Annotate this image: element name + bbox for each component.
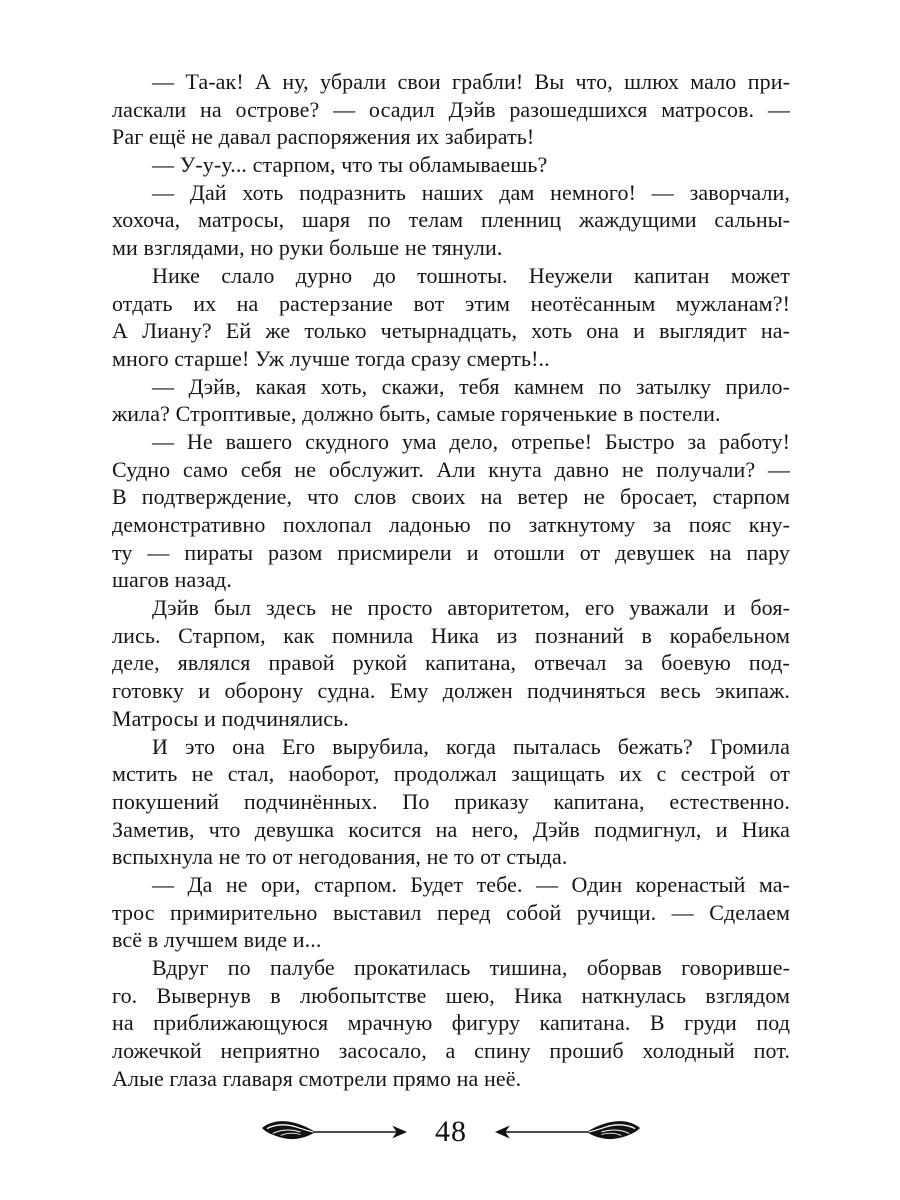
text-line: Дэйв был здесь не просто авторитетом, его уважали и боя-	[152, 595, 790, 621]
feather-arrow-left-icon	[493, 1119, 641, 1145]
text-line: Раг ещё не давал распоряжения их забирать!	[112, 124, 535, 150]
page-footer	[112, 1112, 790, 1152]
text-line: шагов назад.	[112, 567, 232, 593]
text-line: Матросы и подчинялись.	[112, 705, 349, 731]
text-line: трос примирительно выставил перед собой ручищи. — Сделаем	[112, 899, 790, 925]
page-number: 48	[435, 1115, 467, 1148]
text-line: — Та-ак! А ну, убрали свои грабли! Вы что, шлюх мало при-	[152, 69, 790, 94]
text-line: ложечкой неприятно засосало, а спину прошиб холодный пот.	[112, 1038, 790, 1064]
text-line: — Дай хоть подразнить наших дам немного! — заворчали,	[152, 179, 790, 205]
text-line: И это она Его вырубила, когда пыталась бежать? Громила	[152, 733, 790, 759]
text-line: Вдруг по палубе прокатилась тишина, оборвав говоривше-	[152, 955, 790, 980]
text-line: — У-у-у... старпом, что ты обламываешь?	[152, 152, 548, 178]
text-line: демонстративно похлопал ладонью по заткнутому за пояс кну-	[112, 512, 790, 537]
text-line: много старше! Уж лучше тогда сразу смерть!..	[112, 345, 550, 371]
page-text	[112, 68, 790, 1092]
text-line: покушений подчинённых. По приказу капитана, естественно.	[112, 788, 790, 814]
text-line: отдать их на растерзание вот этим неотёсанным мужланам?!	[112, 290, 790, 316]
text-line: хохоча, матросы, шаря по телам пленниц жаждущими сальны-	[112, 207, 790, 233]
text-line: — Не вашего скудного ума дело, отрепье! Быстро за работу!	[152, 428, 790, 454]
text-line: В подтверждение, что слов своих на ветер не бросает, старпом	[112, 484, 790, 510]
text-line: ми взглядами, но руки больше не тянули.	[112, 235, 503, 261]
text-line: Алые глаза главаря смотрели прямо на неё.	[112, 1065, 522, 1091]
text-line: ласкали на острове? — осадил Дэйв разошедшихся матросов. —	[112, 96, 790, 122]
text-line: лись. Старпом, как помнила Ника из познаний в корабельном	[112, 622, 790, 648]
text-line: — Да не ори, старпом. Будет тебе. — Один коренастый ма-	[152, 871, 790, 897]
text-line: мстить не стал, наоборот, продолжал защищать их с сестрой от	[112, 761, 790, 787]
feather-arrow-right-icon	[261, 1119, 409, 1145]
text-line: всё в лучшем виде и...	[112, 927, 322, 953]
text-line: вспыхнула не то от негодования, не то от стыда.	[112, 844, 568, 870]
text-line: Судно само себя не обслужит. Али кнута давно не получали? —	[112, 456, 790, 482]
text-line: ту — пираты разом присмирели и отошли от девушек на пару	[112, 539, 790, 565]
text-line: деле, являлся правой рукой капитана, отвечал за боевую под-	[112, 650, 790, 676]
text-line: на приближающуюся мрачную фигуру капитана. В груди под	[112, 1010, 790, 1036]
text-line: — Дэйв, какая хоть, скажи, тебя камнем по затылку прило-	[152, 373, 790, 399]
text-line: Нике слало дурно до тошноты. Неужели капитан может	[152, 262, 790, 288]
text-line: А Лиану? Ей же только четырнадцать, хоть она и выглядит на-	[112, 318, 790, 344]
text-line: го. Вывернув в любопытстве шею, Ника наткнулась взглядом	[112, 982, 790, 1008]
text-line: Заметив, что девушка косится на него, Дэйв подмигнул, и Ника	[112, 816, 790, 842]
text-line: готовку и оборону судна. Ему должен подчиняться весь экипаж.	[112, 678, 790, 704]
text-line: жила? Строптивые, должно быть, самые горяченькие в постели.	[112, 401, 721, 427]
